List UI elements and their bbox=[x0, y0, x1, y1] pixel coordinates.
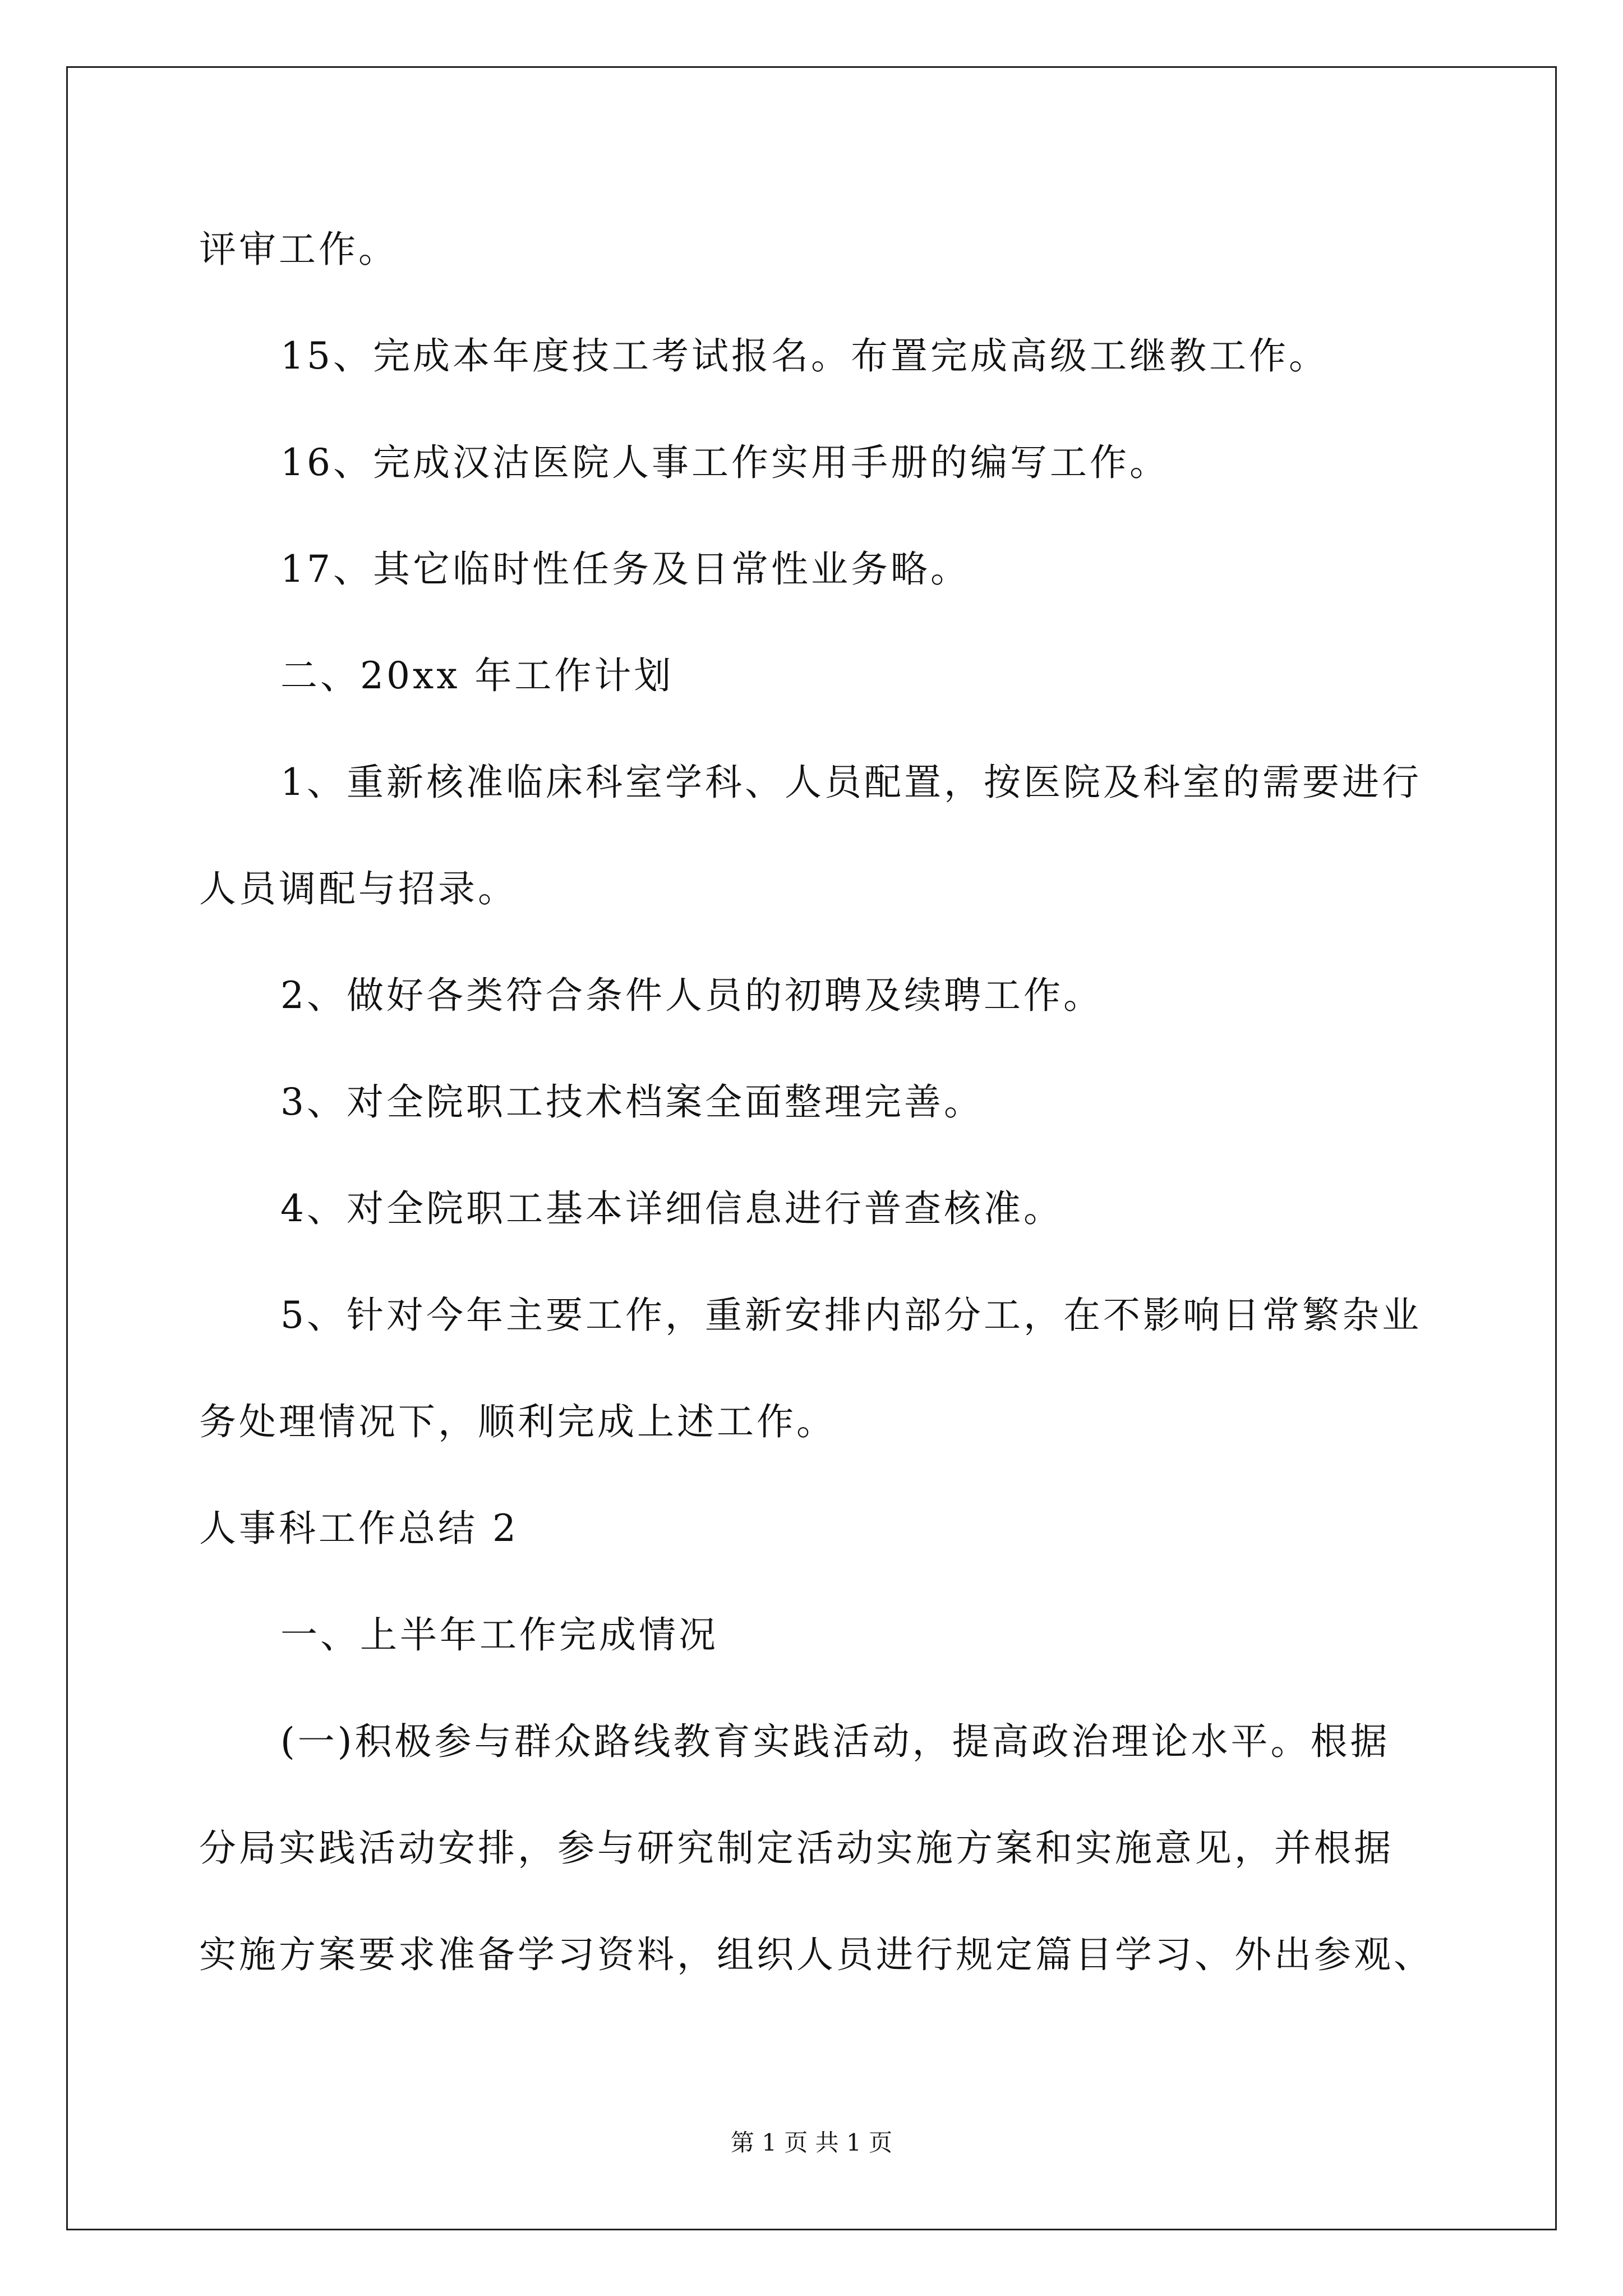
text-line: 4、对全院职工基本详细信息进行普查核准。 bbox=[280, 1187, 1063, 1230]
text-line: 16、完成汉沽医院人事工作实用手册的编写工作。 bbox=[280, 441, 1169, 484]
text-line: 评审工作。 bbox=[199, 228, 398, 271]
text-line: 务处理情况下，顺利完成上述工作。 bbox=[199, 1400, 836, 1443]
text-line: 3、对全院职工技术档案全面整理完善。 bbox=[280, 1080, 984, 1124]
text-line: 15、完成本年度技工考试报名。布置完成高级工继教工作。 bbox=[280, 334, 1329, 378]
text-line: 分局实践活动安排，参与研究制定活动实施方案和实施意见，并根据 bbox=[199, 1826, 1394, 1870]
text-line: 实施方案要求准备学习资料，组织人员进行规定篇目学习、外出参观、 bbox=[199, 1933, 1433, 1976]
page-number-footer: 第 1 页 共 1 页 bbox=[730, 2129, 893, 2156]
text-line: 17、其它临时性任务及日常性业务略。 bbox=[280, 547, 970, 591]
document-title: 人事科工作总结 2 bbox=[199, 1507, 519, 1550]
section-heading: 二、20xx 年工作计划 bbox=[280, 654, 674, 697]
text-line: 1、重新核准临床科室学科、人员配置，按医院及科室的需要进行 bbox=[280, 761, 1422, 804]
text-line: 人员调配与招录。 bbox=[199, 867, 518, 910]
text-line: 5、针对今年主要工作，重新安排内部分工，在不影响日常繁杂业 bbox=[280, 1294, 1422, 1337]
text-line: (一)积极参与群众路线教育实践活动，提高政治理论水平。根据 bbox=[280, 1720, 1390, 1763]
section-heading: 一、上半年工作完成情况 bbox=[280, 1613, 718, 1657]
text-line: 2、做好各类符合条件人员的初聘及续聘工作。 bbox=[280, 974, 1103, 1017]
page-border bbox=[66, 66, 1557, 2230]
